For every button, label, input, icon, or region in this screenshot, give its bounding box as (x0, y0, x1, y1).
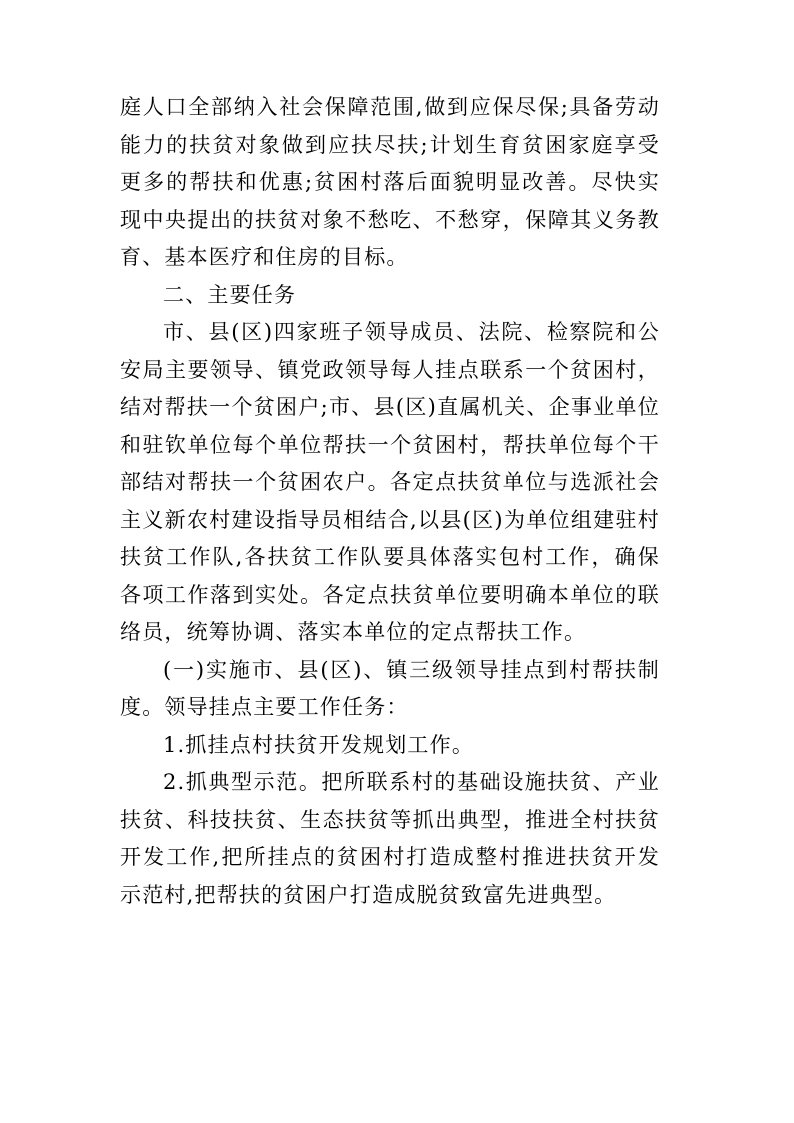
paragraph-main-tasks: 市、县(区)四家班子领导成员、法院、检察院和公安局主要领导、镇党政领导每人挂点联系一个贫困村，结对帮扶一个贫困户;市、县(区)直属机关、企事业单位和驻钦单位每个单位帮扶一个贫困村，帮扶单位每个干部结对帮扶一个贫困农户。各定点扶贫单位与选派社会主义新农村建设指导员相结合,以县(区)为单位组建驻村扶贫工作队,各扶贫工作队要具体落实包村工作，确保各项工作落到实处。各定点扶贫单位要明确本单位的联络员，统筹协调、落实本单位的定点帮扶工作。 (120, 320, 660, 644)
list-item-1: 1.抓挂点村扶贫开发规划工作。 (163, 732, 475, 757)
list-item-2: 2.抓典型示范。把所联系村的基础设施扶贫、产业扶贫、科技扶贫、生态扶贫等抓出典型，推进全村扶贫开发工作,把所挂点的贫困村打造成整村推进扶贫开发示范村,把帮扶的贫困户打造成脱贫致富先进典型。 (120, 770, 660, 907)
section-heading: 二、主要任务 (163, 282, 297, 307)
paragraph-continuation: 庭人口全部纳入社会保障范围,做到应保尽保;具备劳动能力的扶贫对象做到应扶尽扶;计划生育贫困家庭享受更多的帮扶和优惠;贫困村落后面貌明显改善。尽快实现中央提出的扶贫对象不愁吃、不愁穿，保障其义务教育、基本医疗和住房的目标。 (120, 95, 660, 269)
paragraph-subsection-1: (一)实施市、县(区)、镇三级领导挂点到村帮扶制度。领导挂点主要工作任务： (120, 657, 660, 719)
document-body (120, 89, 660, 914)
